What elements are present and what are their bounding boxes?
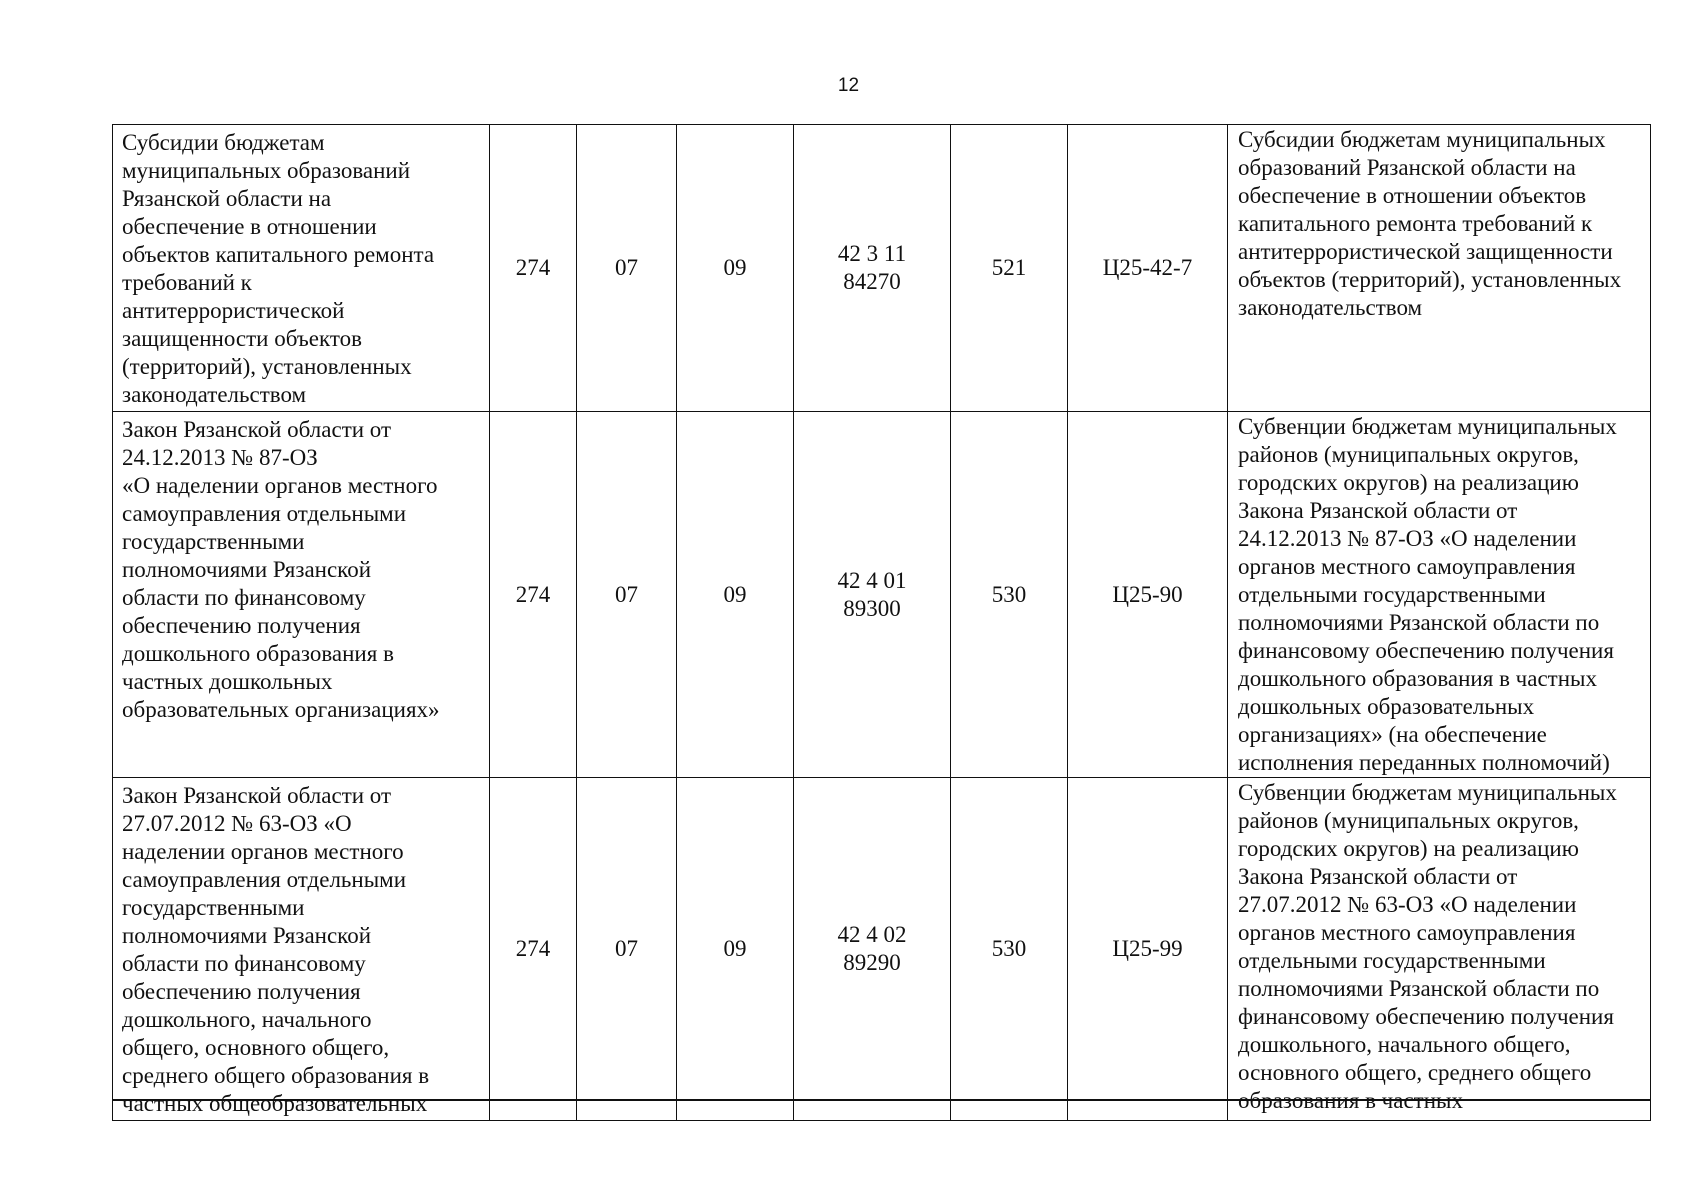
admin-code-cell: 274 <box>490 412 577 778</box>
purpose-code-cell: Ц25-99 <box>1068 778 1228 1121</box>
table-row <box>113 778 1651 1121</box>
purpose-code-cell: Ц25-42-7 <box>1068 125 1228 412</box>
budget-table-frame <box>112 124 1650 1116</box>
row-name-cell: Закон Рязанской области от 27.07.2012 № 63-ОЗ «О наделении органов местного самоуправления отдельными государственными полномочиями Рязанской области по финансовому обеспечению получения дошкольного, начального общего, основного общего, среднего общего образования в частных общеобразовательных <box>113 778 490 1121</box>
table-row <box>113 125 1651 412</box>
subsection-cell: 09 <box>677 778 794 1121</box>
row-name-cell: Субсидии бюджетам муниципальных образований Рязанской области на обеспечение в отношении объектов капитального ремонта требований к антитеррористической защищенности объектов (территорий), установленных законодательством <box>113 125 490 412</box>
subsection-cell: 09 <box>677 125 794 412</box>
target-article-cell: 42 3 11 84270 <box>794 125 951 412</box>
admin-code-cell: 274 <box>490 125 577 412</box>
expense-type-cell: 521 <box>951 125 1068 412</box>
purpose-code-cell: Ц25-90 <box>1068 412 1228 778</box>
purpose-name-cell: Субвенции бюджетам муниципальных районов (муниципальных округов, городских округов) на реализацию Закона Рязанской области от 27.07.2012 № 63-ОЗ «О наделении органов местного самоуправления отдельными государственными полномочиями Рязанской области по финансовому обеспечению получения дошкольного, начального общего, основного общего, среднего общего образования в частных <box>1228 778 1651 1121</box>
budget-table <box>112 124 1651 1121</box>
purpose-name-cell: Субсидии бюджетам муниципальных образований Рязанской области на обеспечение в отношении объектов капитального ремонта требований к антитеррористической защищенности объектов (территорий), установленных законодательством <box>1228 125 1651 412</box>
target-article-cell: 42 4 02 89290 <box>794 778 951 1121</box>
expense-type-cell: 530 <box>951 412 1068 778</box>
row-name-cell: Закон Рязанской области от 24.12.2013 № 87-ОЗ «О наделении органов местного самоуправления отдельными государственными полномочиями Рязанской области по финансовому обеспечению получения дошкольного образования в частных дошкольных образовательных организациях» <box>113 412 490 778</box>
section-cell: 07 <box>577 778 677 1121</box>
table-row <box>113 412 1651 778</box>
target-article-cell: 42 4 01 89300 <box>794 412 951 778</box>
section-cell: 07 <box>577 412 677 778</box>
page-number: 12 <box>837 75 860 96</box>
expense-type-cell: 530 <box>951 778 1068 1121</box>
purpose-name-cell: Субвенции бюджетам муниципальных районов (муниципальных округов, городских округов) на реализацию Закона Рязанской области от 24.12.2013 № 87-ОЗ «О наделении органов местного самоуправления отдельными государственными полномочиями Рязанской области по финансовому обеспечению получения дошкольного образования в частных дошкольных образовательных организациях» (на обеспечение исполнения переданных полномочий) <box>1228 412 1651 778</box>
subsection-cell: 09 <box>677 412 794 778</box>
section-cell: 07 <box>577 125 677 412</box>
admin-code-cell: 274 <box>490 778 577 1121</box>
